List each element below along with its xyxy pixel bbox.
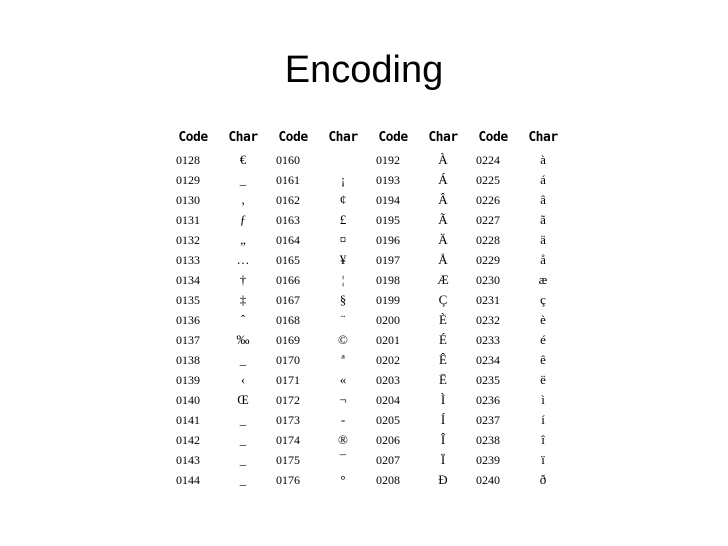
char-cell: ã	[540, 212, 546, 227]
code-cell: 0129	[176, 172, 200, 187]
char-cell: ì	[541, 392, 545, 407]
code-cell: 0224	[476, 152, 500, 167]
char-cell	[318, 150, 368, 170]
code-cell: 0175	[276, 452, 300, 467]
table-row	[168, 430, 568, 450]
char-cell: °	[340, 472, 346, 487]
code-cell: 0204	[376, 392, 400, 407]
code-cell: 0230	[476, 272, 500, 287]
code-cell: 0161	[276, 172, 300, 187]
table-row	[168, 250, 568, 270]
code-cell: 0165	[276, 252, 300, 267]
char-cell: Ã	[438, 212, 448, 227]
code-cell: 0207	[376, 452, 400, 467]
code-cell: 0201	[376, 332, 400, 347]
code-cell: 0192	[376, 152, 400, 167]
code-cell: 0240	[476, 472, 500, 487]
code-cell: 0234	[476, 352, 500, 367]
code-cell: 0139	[176, 372, 200, 387]
code-cell: 0193	[376, 172, 400, 187]
char-cell: Ê	[439, 352, 447, 367]
code-cell: 0239	[476, 452, 500, 467]
code-cell: 0173	[276, 412, 300, 427]
code-cell: 0233	[476, 332, 500, 347]
code-cell: 0208	[376, 472, 400, 487]
char-cell: …	[236, 252, 250, 267]
code-cell: 0231	[476, 292, 500, 307]
char-cell: Ì	[440, 392, 446, 407]
code-cell: 0141	[176, 412, 200, 427]
code-cell: 0226	[476, 192, 500, 207]
code-cell: 0131	[176, 212, 200, 227]
table-row	[168, 210, 568, 230]
char-cell: Ä	[438, 232, 448, 247]
char-cell: È	[439, 312, 447, 327]
char-cell: ©	[338, 332, 348, 347]
char-cell: ¯	[339, 452, 347, 467]
code-cell: 0203	[376, 372, 400, 387]
header-row	[168, 125, 568, 150]
char-cell: „	[240, 232, 246, 247]
char-cell: ¦	[341, 272, 345, 287]
code-cell: 0172	[276, 392, 300, 407]
code-cell: 0169	[276, 332, 300, 347]
code-cell: 0236	[476, 392, 500, 407]
table-row	[168, 390, 568, 410]
char-cell: à	[540, 152, 546, 167]
char-cell: À	[438, 152, 448, 167]
table-row	[168, 290, 568, 310]
code-cell: 0160	[276, 152, 300, 167]
char-cell: ê	[540, 352, 546, 367]
char-cell: â	[540, 192, 546, 207]
char-cell: í	[541, 412, 545, 427]
table-row	[168, 330, 568, 350]
code-cell: 0171	[276, 372, 300, 387]
code-cell: 0227	[476, 212, 500, 227]
char-cell: æ	[538, 272, 548, 287]
code-cell: 0128	[176, 152, 200, 167]
code-cell: 0170	[276, 352, 300, 367]
char-cell: Ë	[439, 372, 447, 387]
code-cell: 0235	[476, 372, 500, 387]
char-cell: á	[540, 172, 546, 187]
code-cell: 0162	[276, 192, 300, 207]
char-cell: †	[239, 272, 247, 287]
char-cell: ‰	[236, 332, 250, 347]
code-cell: 0137	[176, 332, 200, 347]
code-cell: 0136	[176, 312, 200, 327]
code-cell: 0237	[476, 412, 500, 427]
code-cell: 0238	[476, 432, 500, 447]
code-column-header: Code	[278, 130, 308, 145]
char-column-header: Char	[228, 130, 258, 145]
code-cell: 0163	[276, 212, 300, 227]
table-row	[168, 450, 568, 470]
code-cell: 0205	[376, 412, 400, 427]
char-cell: §	[339, 292, 347, 307]
char-cell: _	[239, 432, 247, 447]
code-cell: 0142	[176, 432, 200, 447]
code-cell: 0195	[376, 212, 400, 227]
table-row	[168, 190, 568, 210]
encoding-table	[168, 125, 568, 490]
code-cell: 0200	[376, 312, 400, 327]
char-cell: ¥	[339, 252, 347, 267]
char-cell: Ç	[438, 292, 448, 307]
table-row	[168, 310, 568, 330]
char-cell: î	[541, 432, 545, 447]
char-cell: ç	[540, 292, 546, 307]
char-cell: Å	[438, 252, 448, 267]
char-cell: ®	[338, 432, 348, 447]
char-cell: É	[439, 332, 447, 347]
char-cell: ð	[539, 472, 547, 487]
code-cell: 0225	[476, 172, 500, 187]
code-cell: 0140	[176, 392, 200, 407]
code-cell: 0232	[476, 312, 500, 327]
code-cell: 0138	[176, 352, 200, 367]
char-cell: ƒ	[239, 212, 247, 227]
char-cell: _	[239, 172, 247, 187]
code-cell: 0130	[176, 192, 200, 207]
char-column-header: Char	[528, 130, 558, 145]
char-column-header: Char	[428, 130, 458, 145]
table-row	[168, 270, 568, 290]
char-cell: ï	[541, 452, 545, 467]
table-row	[168, 470, 568, 490]
char-cell: ª	[341, 352, 345, 367]
table-row	[168, 150, 568, 170]
code-cell: 0133	[176, 252, 200, 267]
char-cell: _	[239, 352, 247, 367]
char-cell: ¤	[339, 232, 347, 247]
char-cell: ‹	[240, 372, 246, 387]
char-cell: Œ	[237, 392, 249, 407]
char-cell: Í	[440, 412, 446, 427]
slide-title: Encoding	[284, 49, 444, 91]
char-cell: _	[239, 472, 247, 487]
code-cell: 0168	[276, 312, 300, 327]
char-cell: Æ	[437, 272, 449, 287]
char-cell: £	[339, 212, 347, 227]
code-cell: 0194	[376, 192, 400, 207]
table-row	[168, 350, 568, 370]
char-cell: Ð	[438, 472, 448, 487]
code-cell: 0202	[376, 352, 400, 367]
char-cell: €	[239, 152, 247, 167]
char-cell: Ï	[440, 452, 446, 467]
code-cell: 0198	[376, 272, 400, 287]
code-cell: 0174	[276, 432, 300, 447]
code-cell: 0166	[276, 272, 300, 287]
char-cell: ¢	[339, 192, 347, 207]
table-row	[168, 410, 568, 430]
code-cell: 0164	[276, 232, 300, 247]
code-cell: 0176	[276, 472, 300, 487]
code-cell: 0167	[276, 292, 300, 307]
char-cell: Î	[440, 432, 446, 447]
char-cell: ¬	[339, 392, 347, 407]
char-cell: å	[540, 252, 546, 267]
code-column-header: Code	[178, 130, 208, 145]
code-cell: 0134	[176, 272, 200, 287]
char-cell: é	[540, 332, 546, 347]
table-row	[168, 230, 568, 250]
char-cell: ‡	[239, 292, 247, 307]
code-column-header: Code	[478, 130, 508, 145]
char-cell: ä	[540, 232, 546, 247]
code-cell: 0199	[376, 292, 400, 307]
char-cell: «	[339, 372, 347, 387]
char-cell: ¡	[340, 172, 346, 187]
char-cell: -	[340, 412, 346, 427]
char-cell: ë	[540, 372, 546, 387]
char-cell: ¨	[340, 312, 346, 327]
code-cell: 0228	[476, 232, 500, 247]
code-cell: 0132	[176, 232, 200, 247]
char-cell: ˆ	[240, 312, 246, 327]
code-cell: 0229	[476, 252, 500, 267]
code-column-header: Code	[378, 130, 408, 145]
code-cell: 0135	[176, 292, 200, 307]
table-body	[168, 150, 568, 490]
char-cell: Â	[438, 192, 448, 207]
char-cell: è	[540, 312, 546, 327]
code-cell: 0196	[376, 232, 400, 247]
char-cell: _	[239, 412, 247, 427]
code-cell: 0143	[176, 452, 200, 467]
table-row	[168, 370, 568, 390]
code-cell: 0197	[376, 252, 400, 267]
char-column-header: Char	[328, 130, 358, 145]
table-header	[168, 125, 568, 150]
code-cell: 0144	[176, 472, 200, 487]
char-cell: Á	[438, 172, 448, 187]
code-cell: 0206	[376, 432, 400, 447]
char-cell: _	[239, 452, 247, 467]
table-row	[168, 170, 568, 190]
char-cell: ‚	[240, 192, 246, 207]
